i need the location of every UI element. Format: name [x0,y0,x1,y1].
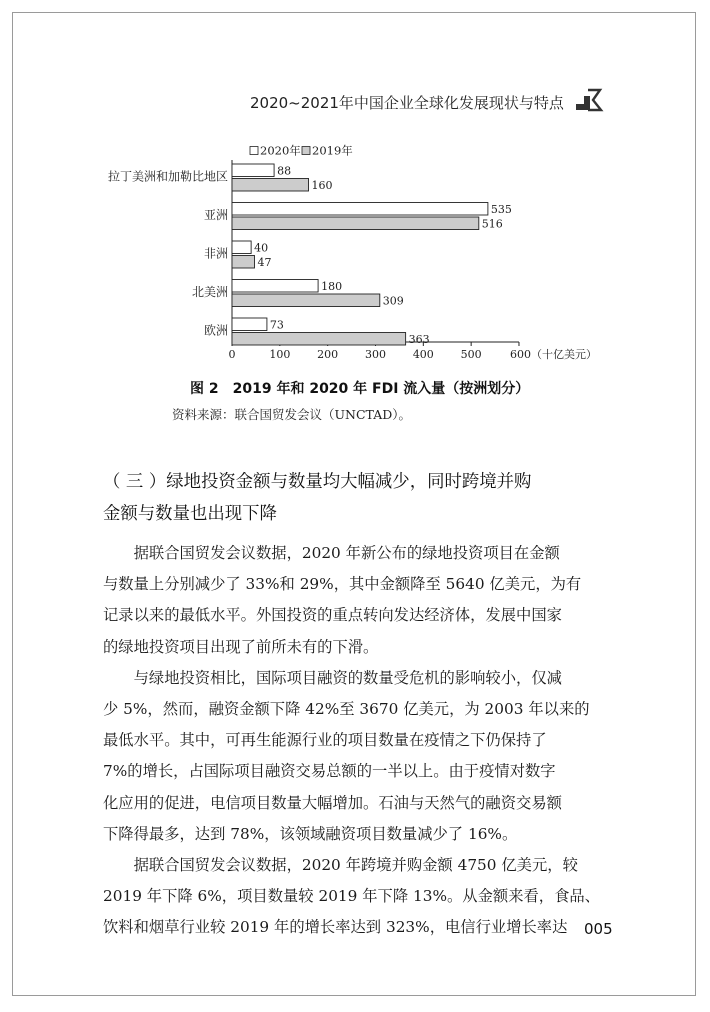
category-label: 拉丁美洲和加勒比地区 [107,169,228,184]
body-line: 2019 年下降 6%，项目数量较 2019 年下降 13%。从金额来看，食品、 [103,887,600,906]
body-line: 化应用的促进，电信项目数量大幅增加。石油与天然气的融资交易额 [103,793,562,812]
body-text [103,538,613,944]
section-heading-line: （ 三 ）绿地投资金额与数量均大幅减少，同时跨境并购 [103,472,532,492]
body-line: 记录以来的最低水平。外国投资的重点转向发达经济体，发展中国家 [103,606,562,625]
bar [232,164,274,177]
page-number: 005 [584,920,613,938]
body-line: 与绿地投资相比，国际项目融资的数量受危机的影响较小，仅减 [103,668,562,687]
body-line: 最低水平。其中，可再生能源行业的项目数量在疫情之下仍保持了 [103,731,547,750]
bar [232,217,479,230]
legend-swatch [302,147,310,155]
category-label: 非洲 [203,246,228,261]
bar [232,256,254,269]
legend-label: 2019年 [312,143,353,158]
body-line: 据联合国贸发会议数据，2020 年新公布的绿地投资项目在金额 [103,544,560,562]
body-line: 饮料和烟草行业较 2019 年的增长率达到 323%，电信行业增长率达 [103,918,568,937]
section-heading [103,466,608,530]
bar-value-label: 363 [408,333,430,346]
bar-value-label: 535 [490,203,512,216]
legend-label: 2020年 [260,143,301,158]
x-tick-label: 400 [412,348,434,361]
x-tick-label: 0 [228,348,236,361]
running-title: 2020~2021年中国企业全球化发展现状与特点 [250,94,564,112]
bar-value-label: 73 [269,318,284,332]
body-line: 据联合国贸发会议数据，2020 年跨境并购金额 4750 亿美元，较 [103,856,578,875]
bar [232,318,267,331]
bar-value-label: 88 [277,164,292,178]
x-tick-label: 100 [269,348,291,361]
category-label: 欧洲 [203,323,228,338]
bar [232,333,406,346]
body-line: 7%的增长，占国际项目融资交易总额的一半以上。由于疫情对数字 [103,762,556,781]
bar [232,294,380,307]
x-tick-label: 500 [460,348,482,361]
bar-value-label: 47 [257,256,272,269]
x-tick-label: 300 [364,348,386,361]
body-line: 的绿地投资项目出现了前所未有的下滑。 [103,637,379,656]
bar-value-label: 180 [321,280,343,293]
legend-swatch [250,147,258,155]
bar-value-label: 40 [254,241,269,255]
x-tick-label: 200 [317,348,339,361]
body-line: 少 5%，然而，融资金额下降 42%至 3670 亿美元，为 2003 年以来的 [103,700,590,719]
bar [232,203,488,216]
bar [232,179,309,192]
bar-value-label: 309 [382,294,404,308]
figure-source: 资料来源：联合国贸发会议（UNCTAD）。 [172,407,411,422]
bar-value-label: 160 [311,179,333,192]
body-line: 下降得最多，达到 78%，该领域融资项目数量减少了 16%。 [103,824,518,843]
bar [232,241,251,254]
bar [232,280,318,293]
body-line: 与数量上分别减少了 33%和 29%，其中金额降至 5640 亿美元，为有 [103,575,582,594]
bar-value-label: 516 [481,217,503,231]
fdi-bar-chart [0,0,710,380]
x-unit-label: 600（十亿美元） [509,348,597,361]
figure-caption: 图 2 2019 年和 2020 年 FDI 流入量（按洲划分） [190,381,530,397]
section-heading-line: 金额与数量也出现下降 [103,504,277,524]
category-label: 亚洲 [203,208,228,222]
category-label: 北美洲 [191,285,228,299]
